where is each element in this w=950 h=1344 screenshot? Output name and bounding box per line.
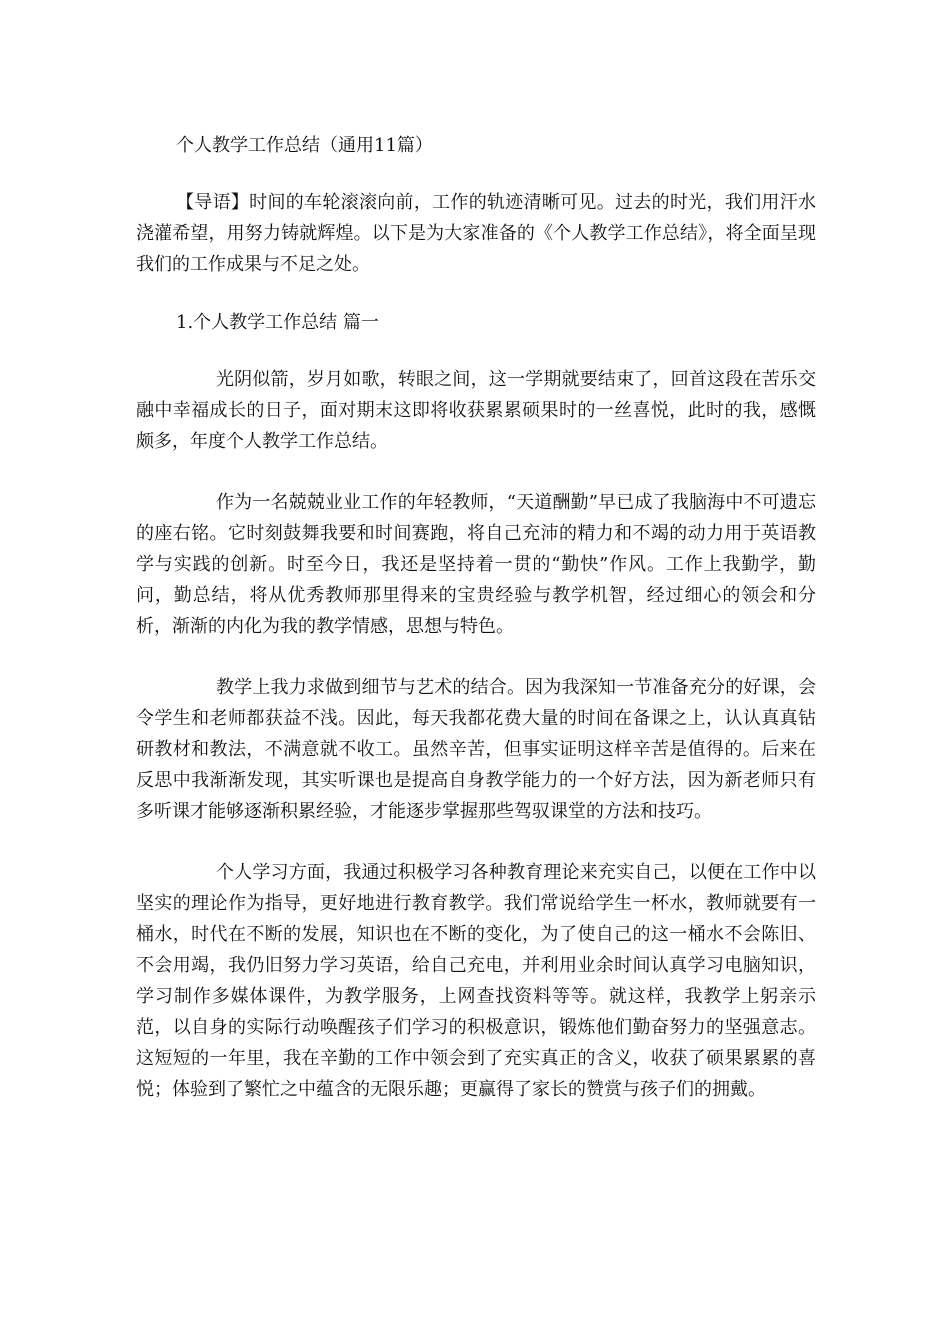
body-paragraph-1: 光阴似箭，岁月如歌，转眼之间，这一学期就要结束了，回首这段在苦乐交融中幸福成长的日子，面对期末这即将收获累累硕果时的一丝喜悦，此时的我，感慨颇多，年度个人教学工作总结。 [136,369,816,452]
document-body [136,133,816,1105]
section-heading: 1.个人教学工作总结 篇一 [176,312,379,333]
intro-paragraph: 【导语】时间的车轮滚滚向前，工作的轨迹清晰可见。过去的时光，我们用汗水浇灌希望，用努力铸就辉煌。以下是为大家准备的《个人教学工作总结》，将全面呈现我们的工作成果与不足之处。 [136,192,816,275]
body-paragraph-3: 教学上我力求做到细节与艺术的结合。因为我深知一节准备充分的好课，会令学生和老师都获益不浅。因此，每天我都花费大量的时间在备课之上，认认真真钻研教材和教法，不满意就不收工。虽然辛苦，但事实证明这样辛苦是值得的。后来在反思中我渐渐发现，其实听课也是提高自身教学能力的一个好方法，因为新老师只有多听课才能够逐渐积累经验，才能逐步掌握那些驾驭课堂的方法和技巧。 [136,677,816,822]
body-paragraph-4: 个人学习方面，我通过积极学习各种教育理论来充实自己，以便在工作中以坚实的理论作为指导，更好地进行教育教学。我们常说给学生一杯水，教师就要有一桶水，时代在不断的发展，知识也在不断的变化，为了使自己的这一桶水不会陈旧、不会用竭，我仍旧努力学习英语，给自己充电，并利用业余时间认真学习电脑知识，学习制作多媒体课件，为教学服务，上网查找资料等等。就这样，我教学上躬亲示范，以自身的实际行动唤醒孩子们学习的积极意识，锻炼他们勤奋努力的坚强意志。这短短的一年里，我在辛勤的工作中领会到了充实真正的含义，收获了硕果累累的喜悦；体验到了繁忙之中蕴含的无限乐趣；更赢得了家长的赞赏与孩子们的拥戴。 [136,862,816,1100]
body-paragraph-2: 作为一名兢兢业业工作的年轻教师，“天道酬勤”早已成了我脑海中不可遗忘的座右铭。它时刻鼓舞我要和时间赛跑，将自己充沛的精力和不竭的动力用于英语教学与实践的创新。时至今日，我还是坚持着一贯的“勤快”作风。工作上我勤学，勤问，勤总结，将从优秀教师那里得来的宝贵经验与教学机智，经过细心的领会和分析，渐渐的内化为我的教学情感，思想与特色。 [136,492,816,637]
document-title: 个人教学工作总结（通用11篇） [176,135,433,156]
